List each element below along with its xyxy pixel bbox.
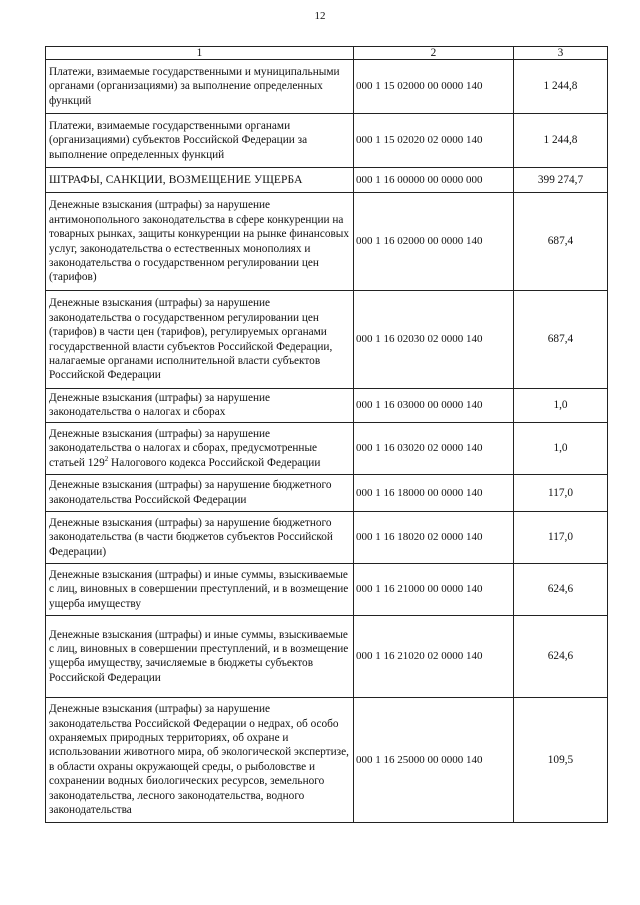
row-name: Денежные взыскания (штрафы) за нарушение законодательства о государственном регулировании цен (тарифов) в части цен (тарифов), регулируемых органами государственной власти субъектов Российской Федерации, налагаемые органами исполнительной власти субъектов Российской Федерации <box>46 291 354 389</box>
column-header-2: 2 <box>354 47 514 60</box>
row-code: 000 1 16 25000 00 0000 140 <box>354 697 514 822</box>
row-name: Денежные взыскания (штрафы) за нарушение бюджетного законодательства Российской Федерации <box>46 474 354 511</box>
table-row <box>46 193 608 291</box>
row-name-text: Денежные взыскания (штрафы) за нарушение законодательства о налогах и сборах, предусмотренные статьей 129 <box>49 427 318 469</box>
page-number: 12 <box>314 10 326 22</box>
table-row <box>46 114 608 168</box>
row-name: Платежи, взимаемые государственными и муниципальными органами (организациями) за выполнение определенных функций <box>46 60 354 114</box>
table-row <box>46 389 608 423</box>
table-row <box>46 60 608 114</box>
row-value: 687,4 <box>514 193 608 291</box>
row-value: 117,0 <box>514 474 608 511</box>
row-name: Денежные взыскания (штрафы) за нарушение законодательства Российской Федерации о недрах, об особо охраняемых природных территориях, об охране и использовании животного мира, об экологической экспертизе, в области охраны окружающей среды, о рыболовстве и сохранении водных биологических ресурсов, земельного законодательства, лесного законодательства, водного законодательства <box>46 697 354 822</box>
row-name: Платежи, взимаемые государственными органами (организациями) субъектов Российской Федерации за выполнение определенных функций <box>46 114 354 168</box>
table-row <box>46 291 608 389</box>
table-row <box>46 511 608 563</box>
row-value: 624,6 <box>514 615 608 697</box>
row-name: ШТРАФЫ, САНКЦИИ, ВОЗМЕЩЕНИЕ УЩЕРБА <box>46 168 354 193</box>
row-value: 1 244,8 <box>514 60 608 114</box>
row-value: 687,4 <box>514 291 608 389</box>
table-row <box>46 615 608 697</box>
row-code: 000 1 16 03020 02 0000 140 <box>354 422 514 474</box>
column-header-1: 1 <box>46 47 354 60</box>
row-code: 000 1 16 21000 00 0000 140 <box>354 563 514 615</box>
row-code: 000 1 16 18020 02 0000 140 <box>354 511 514 563</box>
row-value: 109,5 <box>514 697 608 822</box>
row-name <box>46 422 354 474</box>
column-header-3: 3 <box>514 47 608 60</box>
revenue-table <box>45 46 608 823</box>
row-value: 1,0 <box>514 389 608 423</box>
row-code: 000 1 16 02030 02 0000 140 <box>354 291 514 389</box>
row-name-text-end: Налогового кодекса Российской Федерации <box>108 456 321 469</box>
row-code: 000 1 15 02000 00 0000 140 <box>354 60 514 114</box>
row-name: Денежные взыскания (штрафы) за нарушение бюджетного законодательства (в части бюджетов субъектов Российской Федерации) <box>46 511 354 563</box>
row-name: Денежные взыскания (штрафы) и иные суммы, взыскиваемые с лиц, виновных в совершении преступлений, и в возмещение ущерба имуществу <box>46 563 354 615</box>
table-row <box>46 563 608 615</box>
row-value: 1,0 <box>514 422 608 474</box>
row-code: 000 1 16 21020 02 0000 140 <box>354 615 514 697</box>
row-value: 117,0 <box>514 511 608 563</box>
table-header-row <box>46 47 608 60</box>
table-row <box>46 422 608 474</box>
row-value: 624,6 <box>514 563 608 615</box>
row-name: Денежные взыскания (штрафы) и иные суммы, взыскиваемые с лиц, виновных в совершении преступлений, и в возмещение ущерба имуществу, зачисляемые в бюджеты субъектов Российской Федерации <box>46 615 354 697</box>
row-code: 000 1 16 18000 00 0000 140 <box>354 474 514 511</box>
row-code: 000 1 16 00000 00 0000 000 <box>354 168 514 193</box>
row-code: 000 1 16 02000 00 0000 140 <box>354 193 514 291</box>
table-row <box>46 474 608 511</box>
article-superscript: 2 <box>104 454 109 463</box>
table-row <box>46 168 608 193</box>
row-value: 1 244,8 <box>514 114 608 168</box>
row-name: Денежные взыскания (штрафы) за нарушение законодательства о налогах и сборах <box>46 389 354 423</box>
row-name: Денежные взыскания (штрафы) за нарушение антимонопольного законодательства в сфере конкуренции на товарных рынках, защиты конкуренции на рынке финансовых услуг, законодательства о естественных монополиях и законодательства о государственном регулировании цен (тарифов) <box>46 193 354 291</box>
row-value: 399 274,7 <box>514 168 608 193</box>
row-code: 000 1 15 02020 02 0000 140 <box>354 114 514 168</box>
table-row <box>46 697 608 822</box>
row-code: 000 1 16 03000 00 0000 140 <box>354 389 514 423</box>
